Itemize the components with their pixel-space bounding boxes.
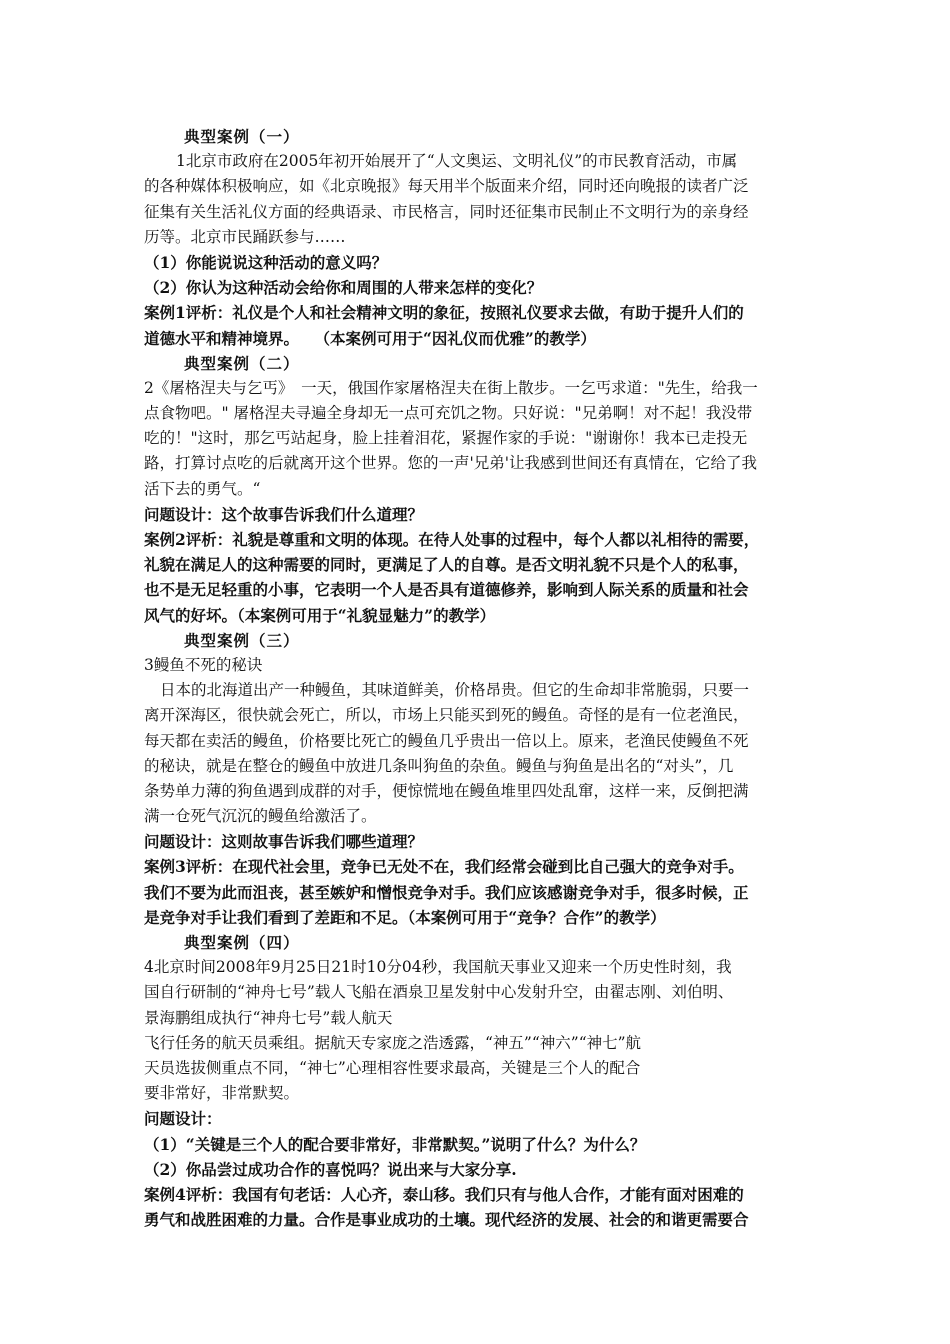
text-line: 是竞争对手让我们看到了差距和不足。（本案例可用于“竞争？合作”的教学） [144,907,666,927]
text-line: 勇气和战胜困难的力量。合作是事业成功的土壤。现代经济的发展、社会的和谐更需要合 [144,1210,749,1230]
text-line: 案例1评析：礼仪是个人和社会精神文明的象征，按照礼仪要求去做，有助于提升人们的 [144,303,744,323]
text-line: （2）你认为这种活动会给你和周围的人带来怎样的变化？ [144,278,543,298]
text-line: 飞行任务的航天员乘组。据航天专家庞之浩透露，“神五”“神六”“神七”航 [144,1033,642,1052]
text-line: 征集有关生活礼仪方面的经典语录、市民格言，同时还征集市民制止不文明行为的亲身经 [144,202,749,221]
text-line: （1）你能说说这种活动的意义吗？ [144,252,388,272]
text-line: 案例3评析：在现代社会里，竞争已无处不在，我们经常会碰到比自己强大的竞争对手。 [144,857,744,877]
text-line: 1北京市政府在2005年初开始展开了“人文奥运、文明礼仪”的市民教育活动，市属 [176,152,738,171]
text-line: 活下去的勇气。“ [144,479,261,498]
text-line: 天员选拔侧重点不同，“神七”心理相容性要求最高，关键是三个人的配合 [144,1058,641,1077]
text-line: 问题设计：这则故事告诉我们哪些道理？ [144,832,424,852]
text-line: 离开深海区，很快就会死亡，所以，市场上只能买到死的鳗鱼。奇怪的是有一位老渔民， [144,706,749,725]
text-line: 我们不要为此而沮丧，甚至嫉妒和憎恨竞争对手。我们应该感谢竞争对手，很多时候，正 [144,882,749,902]
text-line: 条势单力薄的狗鱼遇到成群的对手，便惊慌地在鳗鱼堆里四处乱窜，这样一来，反倒把满 [144,781,749,800]
text-line: 日本的北海道出产一种鳗鱼，其味道鲜美，价格昂贵。但它的生命却非常脆弱，只要一 [160,681,750,700]
text-line: 路，打算讨点吃的后就离开这个世界。您的一声'兄弟'让我感到世间还有真情在，它给了我 [144,454,758,473]
text-line: 4北京时间2008年9月25日21时10分04秒，我国航天事业又迎来一个历史性时刻，我 [144,958,732,977]
text-line: 吃的！"这时，那乞丐站起身，脸上挂着泪花，紧握作家的手说："谢谢你！我本已走投无 [144,429,748,448]
text-line: 问题设计：这个故事告诉我们什么道理？ [144,504,424,524]
text-line: 满一仓死气沉沉的鳗鱼给激活了。 [144,807,377,826]
text-line: 景海鹏组成执行“神舟七号”载人航天 [144,1008,393,1027]
text-line: （1）“关键是三个人的配合要非常好，非常默契。”说明了什么？为什么？ [144,1134,646,1154]
document-body [144,124,814,1232]
section-heading: 典型案例（三） [184,630,300,650]
text-line: 案例4评析：我国有句老话：人心齐，泰山移。我们只有与他人合作，才能有面对困难的 [144,1184,744,1204]
section-heading: 典型案例（四） [184,933,300,952]
text-line: 要非常好，非常默契。 [144,1084,300,1103]
text-line: 问题设计： [144,1109,222,1129]
text-line: 的各种媒体积极响应，如《北京晚报》每天用半个版面来介绍，同时还向晚报的读者广泛 [144,177,749,196]
text-line: 历等。北京市民踊跃参与…… [144,227,346,246]
text-line: 2《屠格涅夫与乞丐》 一天，俄国作家屠格涅夫在街上散步。一乞丐求道："先生，给我一 [144,378,758,397]
text-line: 点食物吧。" 屠格涅夫寻遍全身却无一点可充饥之物。只好说："兄弟啊！对不起！我没带 [144,404,753,423]
text-line: 案例2评析：礼貌是尊重和文明的体现。在待人处事的过程中，每个人都以礼相待的需要， [144,530,760,549]
section-heading: 典型案例（二） [184,353,300,373]
text-line: 礼貌在满足人的这种需要的同时，更满足了人的自尊。是否文明礼貌不只是个人的私事， [144,555,749,575]
text-line: 也不是无足轻重的小事，它表明一个人是否具有道德修养，影响到人际关系的质量和社会 [144,580,749,600]
text-line: 每天都在卖活的鳗鱼，价格要比死亡的鳗鱼几乎贵出一倍以上。原来，老渔民使鳗鱼不死 [144,731,749,750]
text-line: 道德水平和精神境界。 （本案例可用于“因礼仪而优雅”的教学） [144,328,596,348]
text-line: （2）你品尝过成功合作的喜悦吗？说出来与大家分享. [144,1159,517,1179]
text-line: 风气的好坏。（本案例可用于“礼貌显魅力”的教学） [144,605,496,625]
text-line: 国自行研制的“神舟七号”载人飞船在酒泉卫星发射中心发射升空，由翟志刚、刘伯明、 [144,983,734,1002]
section-heading: 典型案例（一） [184,127,300,146]
text-line: 的秘诀，就是在整仓的鳗鱼中放进几条叫狗鱼的杂鱼。鳗鱼与狗鱼是出名的“对头”，几 [144,756,734,775]
text-line: 3鳗鱼不死的秘诀 [144,655,263,674]
